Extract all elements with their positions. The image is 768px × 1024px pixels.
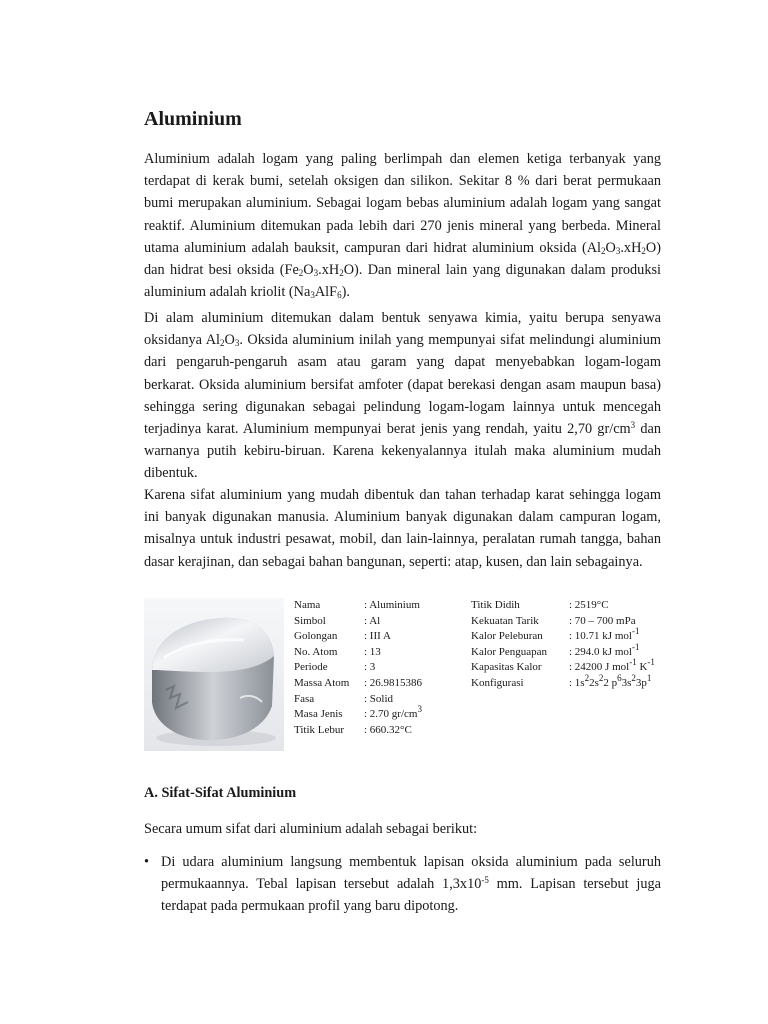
prop-massa-atom: Massa Atom : 26.9815386 [294,676,423,689]
paragraph-2: Di alam aluminium ditemukan dalam bentuk senyawa kimia, yaitu berupa senyawa oksidanya $Al_2O_3$. Oksida aluminium inilah yang mempunyai sifat melindungi aluminium dari pengaruh-pengaruh asam atau garam yang dapat menyebabkan logam-logam berkarat. Oksida aluminium bersifat amfoter (dapat berekasi dengan asam maupun basa) sehingga sering digunakan sebagai pelindung logam-logam lainnya untuk mencegah terjadinya karat. Aluminium mempunyai berat jenis yang rendah, yaitu 2,70 $gr/cm^3$ dan warnanya putih kebiru-biruan. Karena kekenyalannya itulah maka aluminium mudah dibentuk. [144,310,662,482]
paragraph-1: Aluminium adalah logam yang paling berlimpah dan elemen ketiga terbanyak yang terdapat di kerak bumi, setelah oksigen dan silikon. Sekitar 8 % dari berat permukaan bumi merupakan aluminium. Sebagai logam bebas aluminium adalah logam yang sangat reaktif. Aluminium ditemukan pada lebih dari 270 jenis mineral yang berbeda. Mineral utama aluminium adalah bauksit, campuran dari hidrat aluminium oksida $(Al_2O_3.xH_2O)$ dan hidrat besi oksida $(Fe_2O_3.xH_2O)$. Dan mineral lain yang digunakan dalam produksi aluminium adalah kriolit $(Na_3AlF_6)$. [144,151,662,301]
prop-kekuatan-tarik: Kekuatan Tarik : 70 – 700 mPa [471,614,636,627]
section-intro: Secara umum sifat dari aluminium adalah sebagai berikut: [144,821,478,837]
prop-fasa: Fasa : Solid [294,692,394,705]
prop-konfigurasi: Konfigurasi : $1s^22s^22$ $p^63s^23p^1$ [471,672,652,689]
paragraph-3: Karena sifat aluminium yang mudah dibentuk dan tahan terhadap karat sehingga logam ini banyak digunakan manusia. Aluminium banyak digunakan dalam campuran logam, misalnya untuk industri pesawat, mobil, dan lain-lainnya, peralatan rumah tangga, bahan dasar kerajinan, dan sebagai bahan bangunan, seperti: atap, kusen, dan lain sebagainya. [144,487,661,570]
section-heading-sifat: A. Sifat-Sifat Aluminium [144,785,297,801]
list-item-text: Di udara aluminium langsung membentuk lapisan oksida aluminium pada seluruh permukaannya. Tebal lapisan tersebut adalah $1,3x10^{-5}$ mm. Lapisan tersebut juga terdapat pada permukaan profil yang baru dipotong. [161,854,661,915]
prop-no-atom: No. Atom : 13 [294,645,381,658]
properties-table-left [294,598,422,738]
prop-kapasitas-kalor: Kapasitas Kalor : 24200 J mol$^{-1}$ $K^{-1}$ [471,657,655,674]
prop-simbol: Simbol : Al [294,614,381,627]
prop-titik-lebur: Titik Lebur : 660.32°C [294,723,412,736]
prop-kalor-penguapan: Kalor Penguapan : 294.0 kJ mol$^{-1}$ [471,641,640,658]
prop-periode: Periode : 3 [294,661,376,674]
aluminium-ingot-photo [144,598,284,751]
properties-table-right [471,598,655,692]
prop-golongan: Golongan : III A [294,630,391,643]
prop-masa-jenis: Masa Jenis : 2.70 $gr/cm^3$ [294,704,422,721]
bullet-icon: • [144,854,150,870]
page-title: Aluminium [144,108,242,130]
prop-titik-didih: Titik Didih : 2519°C [471,599,609,611]
prop-nama: Nama : Aluminium [294,599,420,611]
prop-kalor-peleburan: Kalor Peleburan : 10.71 kJ mol$^{-1}$ [471,626,640,643]
list-item [144,851,661,918]
